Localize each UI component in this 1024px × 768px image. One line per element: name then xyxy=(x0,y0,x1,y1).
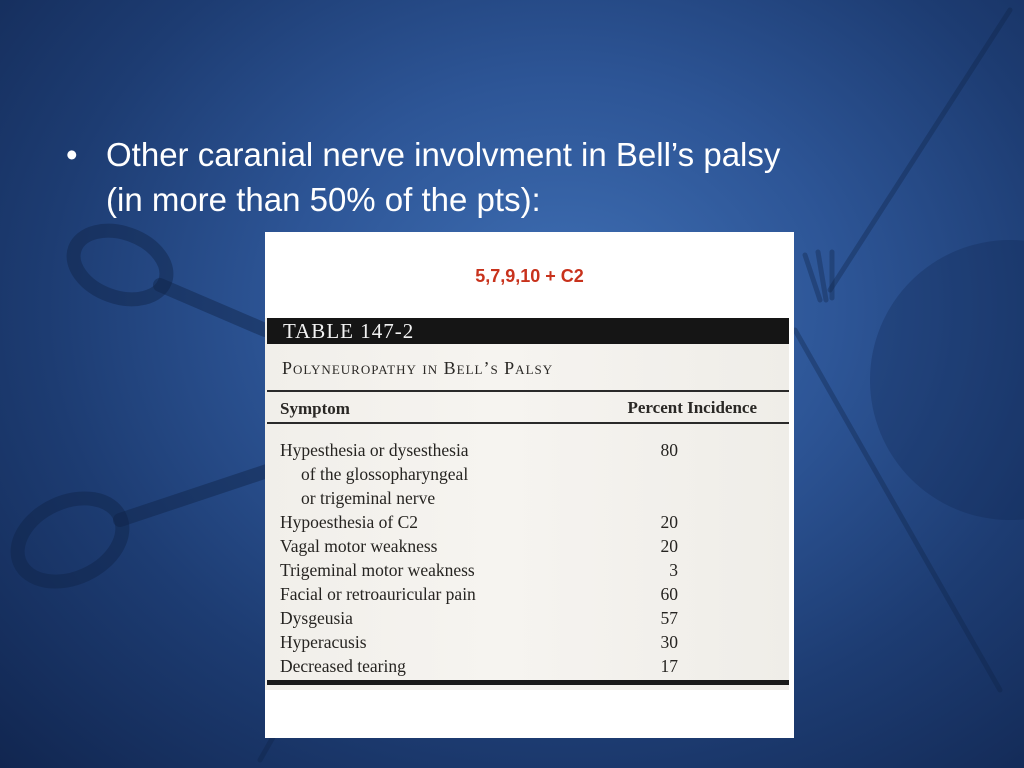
percent-cell: 3 xyxy=(669,560,678,580)
table-row-continuation xyxy=(280,462,782,486)
bullet-text xyxy=(106,132,780,222)
symptom-cell: Dysgeusia xyxy=(280,608,353,628)
percent-cell: 80 xyxy=(660,440,678,460)
symptom-cell: of the glossopharyngeal xyxy=(301,464,469,484)
table-row xyxy=(280,582,782,606)
symptom-cell: Facial or retroauricular pain xyxy=(280,584,476,604)
percent-cell: 17 xyxy=(660,656,678,676)
table-row xyxy=(280,606,782,630)
table-figure xyxy=(265,232,794,738)
symptom-cell: Hyperacusis xyxy=(280,632,367,652)
column-header-percent: Percent Incidence xyxy=(627,398,757,417)
table-body xyxy=(280,438,782,678)
header-divider xyxy=(267,422,789,424)
table-header-bar xyxy=(267,318,789,344)
bullet-line-2: (in more than 50% of the pts): xyxy=(106,181,541,218)
bullet-item xyxy=(66,132,966,222)
percent-cell: 20 xyxy=(660,512,678,532)
table-title: Polyneuropathy in Bell’s Palsy xyxy=(282,358,554,378)
table-row xyxy=(280,630,782,654)
percent-cell: 30 xyxy=(660,632,678,652)
column-header-symptom: Symptom xyxy=(280,399,350,418)
percent-cell: 60 xyxy=(660,584,678,604)
symptom-cell: Hypesthesia or dysesthesia xyxy=(280,440,469,460)
cranial-nerves-annotation: 5,7,9,10 + C2 xyxy=(475,266,584,286)
table-row xyxy=(280,438,782,462)
table-row xyxy=(280,558,782,582)
symptom-cell: or trigeminal nerve xyxy=(301,488,436,508)
title-divider xyxy=(267,390,789,392)
symptom-cell: Trigeminal motor weakness xyxy=(280,560,475,580)
bullet-marker: • xyxy=(66,136,78,173)
symptom-cell: Vagal motor weakness xyxy=(280,536,438,556)
table-row-continuation xyxy=(280,486,782,510)
table-bottom-rule xyxy=(267,680,789,685)
bullet-line-1: Other caranial nerve involvment in Bell’s palsy xyxy=(106,136,781,173)
percent-cell: 57 xyxy=(660,608,678,628)
symptom-cell: Hypoesthesia of C2 xyxy=(280,512,419,532)
table-row xyxy=(280,534,782,558)
slide-body xyxy=(66,132,966,222)
table-row xyxy=(280,510,782,534)
table-row xyxy=(280,654,782,678)
scanned-table xyxy=(265,318,789,690)
symptom-cell: Decreased tearing xyxy=(280,656,406,676)
percent-cell: 20 xyxy=(660,536,678,556)
table-number: TABLE 147-2 xyxy=(283,319,415,343)
